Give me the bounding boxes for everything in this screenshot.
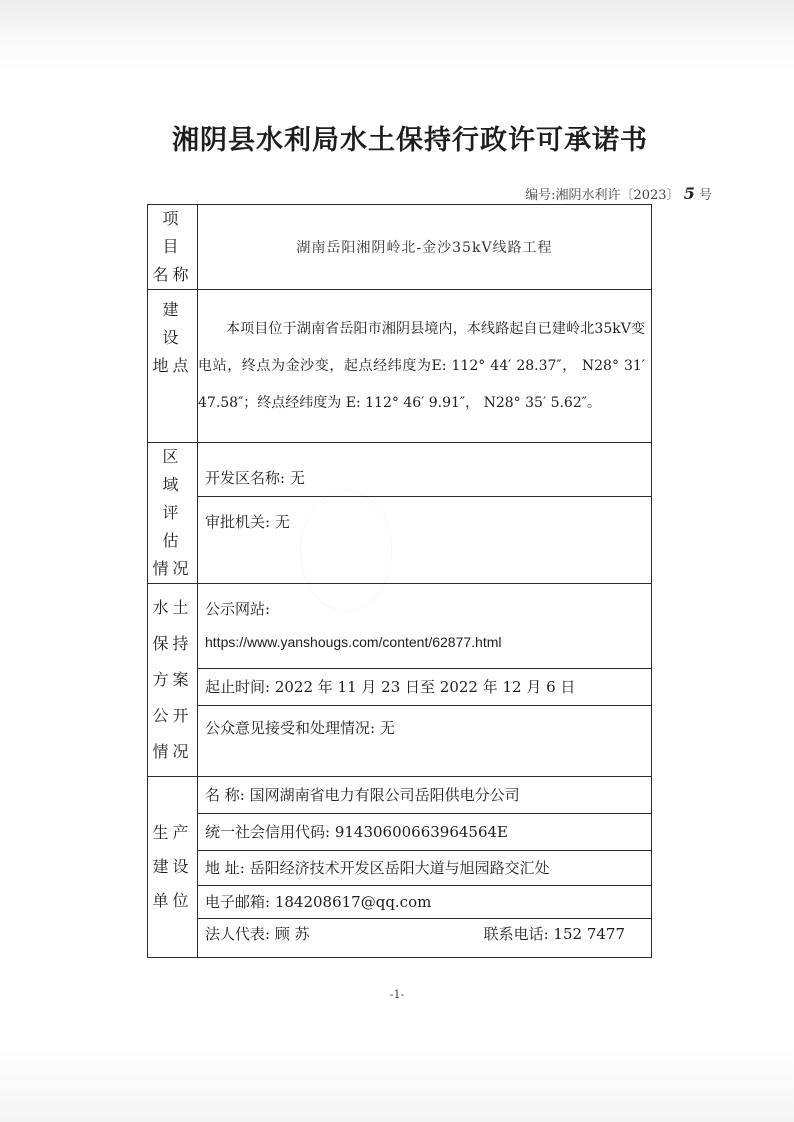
label-producer (148, 777, 198, 958)
document-number-handwritten: 5 (683, 184, 695, 203)
producer-contact-row (198, 919, 651, 957)
label-disclosure-line5: 情况 (152, 742, 193, 761)
public-website-block (198, 584, 651, 669)
label-zone-assessment (148, 443, 198, 584)
producer-address: 地 址: 岳阳经济技术开发区岳阳大道与旭园路交汇处 (198, 851, 651, 886)
row-location (148, 290, 652, 443)
value-location (198, 290, 652, 443)
document-number-suffix: 号 (698, 188, 712, 203)
page-title: 湘阴县水利局水土保持行政许可承诺书 (172, 125, 648, 156)
location-text: 本项目位于湖南省岳阳市湘阴县境内，本线路起自已建岭北35kV变电站，终点为金沙变，起点经纬度为E: 112° 44′ 28.37″， N28° 31′ 47.58″；终点经纬度为 E: 112° 46′ 9.91″， N28° 35′ 5.62″。 (198, 320, 645, 411)
label-project-name-line2: 名称 (152, 265, 193, 284)
label-disclosure-line1: 水土 (152, 598, 193, 617)
producer-legal-rep: 法人代表: 顾 苏 (205, 925, 310, 943)
producer-phone: 联系电话: 152 7477 (483, 925, 625, 943)
producer-email: 电子邮箱: 184208617@qq.com (198, 886, 651, 919)
label-disclosure-line4: 公开 (152, 706, 193, 725)
label-location (148, 290, 198, 443)
disclosure-period: 起止时间: 2022 年 11 月 23 日至 2022 年 12 月 6 日 (198, 669, 651, 706)
document-number-prefix: 编号:湘阴水利许〔2023〕 (525, 188, 680, 203)
approval-authority: 审批机关: 无 (205, 512, 290, 531)
row-producer (148, 777, 652, 958)
commitment-form-table (147, 204, 652, 958)
value-project-name: 湖南岳阳湘阴岭北-金沙35kV线路工程 (198, 205, 652, 290)
producer-credit-code: 统一社会信用代码: 91430600663964564E (198, 814, 651, 851)
label-disclosure-line2: 保持 (152, 634, 193, 653)
label-disclosure-line3: 方案 (152, 670, 193, 689)
label-project-name (148, 205, 198, 290)
value-disclosure (198, 584, 652, 777)
label-disclosure (148, 584, 198, 777)
public-feedback: 公众意见接受和处理情况: 无 (205, 719, 395, 737)
dev-zone-name: 开发区名称: 无 (198, 460, 651, 497)
public-website-label: 公示网站: (205, 600, 271, 618)
label-zone-line2: 评 估 (162, 503, 183, 550)
label-producer-line2: 建设 (152, 857, 193, 876)
public-website-url[interactable]: https://www.yanshougs.com/content/62877.html (205, 634, 502, 650)
value-zone-assessment (198, 443, 652, 584)
label-producer-line1: 生产 (152, 823, 193, 842)
page-number: -1- (389, 988, 405, 1001)
label-location-line1: 建 设 (162, 300, 183, 347)
label-location-line2: 地点 (152, 356, 193, 375)
label-zone-line3: 情况 (152, 559, 193, 578)
value-producer (198, 777, 652, 958)
label-producer-line3: 单位 (152, 891, 193, 910)
row-zone-assessment (148, 443, 652, 584)
label-project-name-line1: 项 目 (162, 209, 183, 256)
label-zone-line1: 区 域 (162, 447, 183, 494)
producer-name: 名 称: 国网湖南省电力有限公司岳阳供电分公司 (198, 777, 651, 814)
row-disclosure (148, 584, 652, 777)
row-project-name (148, 205, 652, 290)
document-number (525, 184, 712, 203)
